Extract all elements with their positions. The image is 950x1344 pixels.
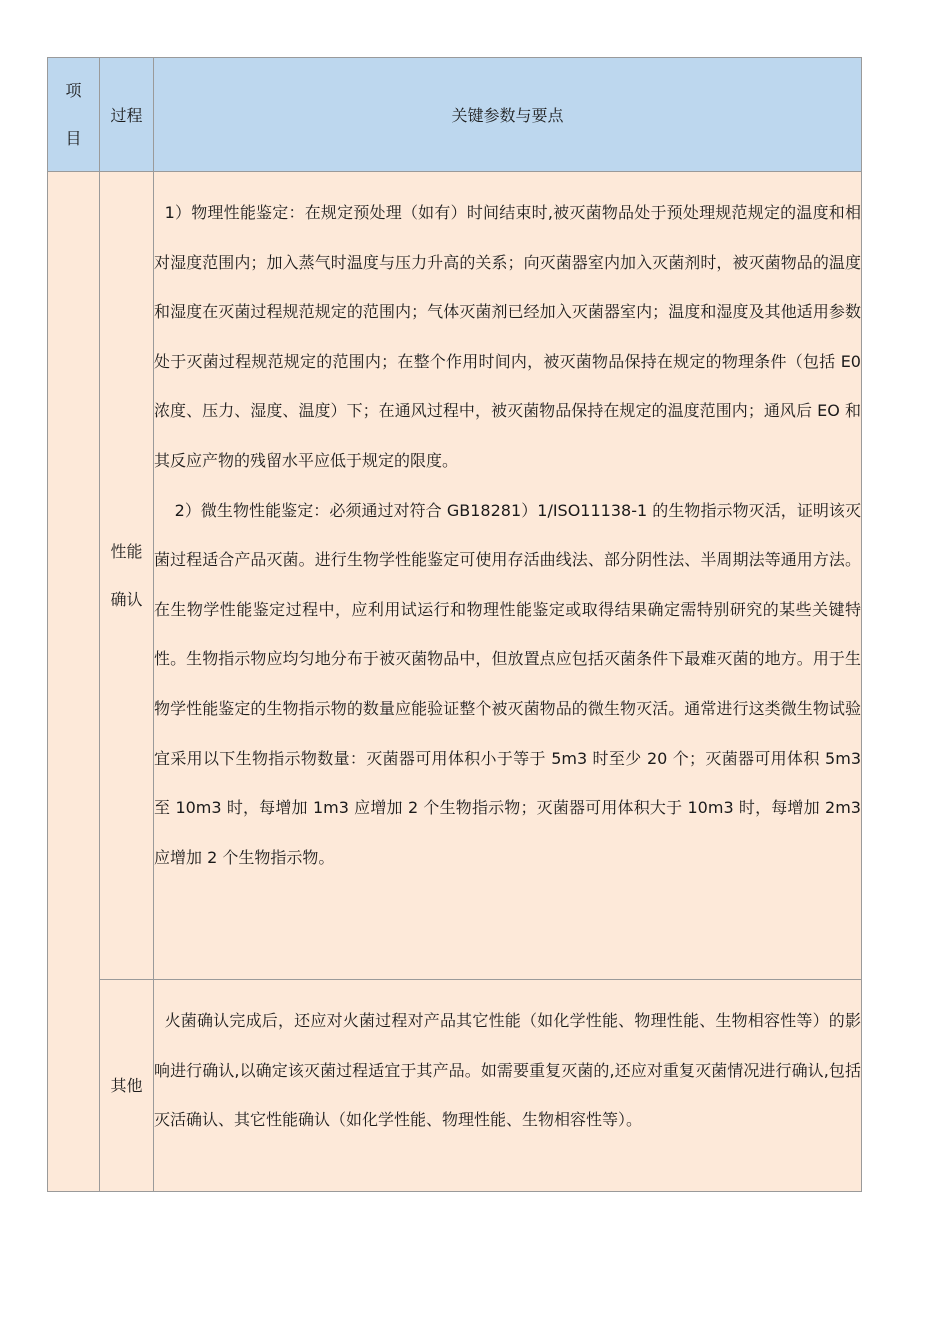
paragraph-microbial-performance: 2）微生物性能鉴定：必须通过对符合 GB18281）1/ISO11138-1 的生物指示物灭活，证明该灭菌过程适合产品灭菌。进行生物学性能鉴定可使用存活曲线法、部分阴性法、半周期法等通用方法。在生物学性能鉴定过程中，应利用试运行和物理性能鉴定或取得结果确定需特别研究的某些关键特性。生物指示物应均匀地分布于被灭菌物品中，但放置点应包括灭菌条件下最难灭菌的地方。用于生物学性能鉴定的生物指示物的数量应能验证整个被灭菌物品的微生物灭活。通常进行这类微生物试验宜采用以下生物指示物数量：灭菌器可用体积小于等于 5m3 时至少 20 个；灭菌器可用体积 5m3 至 10m3 时，每增加 1m3 应增加 2 个生物指示物；灭菌器可用体积大于 10m3 时，每增加 2m3 应增加 2 个生物指示物。 xyxy=(154,500,867,867)
paragraph-physical-performance: 1）物理性能鉴定：在规定预处理（如有）时间结束时,被灭菌物品处于预处理规范规定的温度和相对湿度范围内；加入蒸气时温度与压力升高的关系；向灭菌器室内加入灭菌剂时，被灭菌物品的温度和湿度在灭菌过程规范规定的范围内；气体灭菌剂已经加入灭菌器室内；温度和湿度及其他适用参数处于灭菌过程规范规定的范围内；在整个作用时间内，被灭菌物品保持在规定的物理条件（包括 E0 浓度、压力、湿度、温度）下；在通风过程中，被灭菌物品保持在规定的温度范围内；通风后 EO 和其反应产物的残留水平应低于规定的限度。 xyxy=(154,203,867,470)
key-points-cell-performance xyxy=(154,172,867,980)
header-process: 过程 xyxy=(100,58,154,172)
process-label-line2: 确认 xyxy=(110,589,143,609)
parameters-table xyxy=(47,57,867,1192)
header-item xyxy=(48,58,100,172)
table-header-row xyxy=(48,58,862,172)
item-cell xyxy=(48,172,100,1192)
table-row xyxy=(48,980,862,1192)
process-cell-other xyxy=(100,980,154,1192)
header-key-points: 关键参数与要点 xyxy=(154,58,862,172)
header-item-line2: 目 xyxy=(65,128,82,148)
key-points-cell-other xyxy=(154,980,862,1192)
process-label: 其他 xyxy=(110,1075,143,1095)
process-label-line1: 性能 xyxy=(110,541,143,561)
paragraph-other: 火菌确认完成后，还应对火菌过程对产品其它性能（如化学性能、物理性能、生物相容性等）的影响进行确认,以确定该灭菌过程适宜于其产品。如需要重复灭菌的,还应对重复灭菌情况进行确认,包括灭活确认、其它性能确认（如化学性能、物理性能、生物相容性等）。 xyxy=(154,1011,861,1130)
table-row xyxy=(48,172,862,980)
header-item-line1: 项 xyxy=(65,80,82,100)
process-cell-performance xyxy=(100,172,154,980)
